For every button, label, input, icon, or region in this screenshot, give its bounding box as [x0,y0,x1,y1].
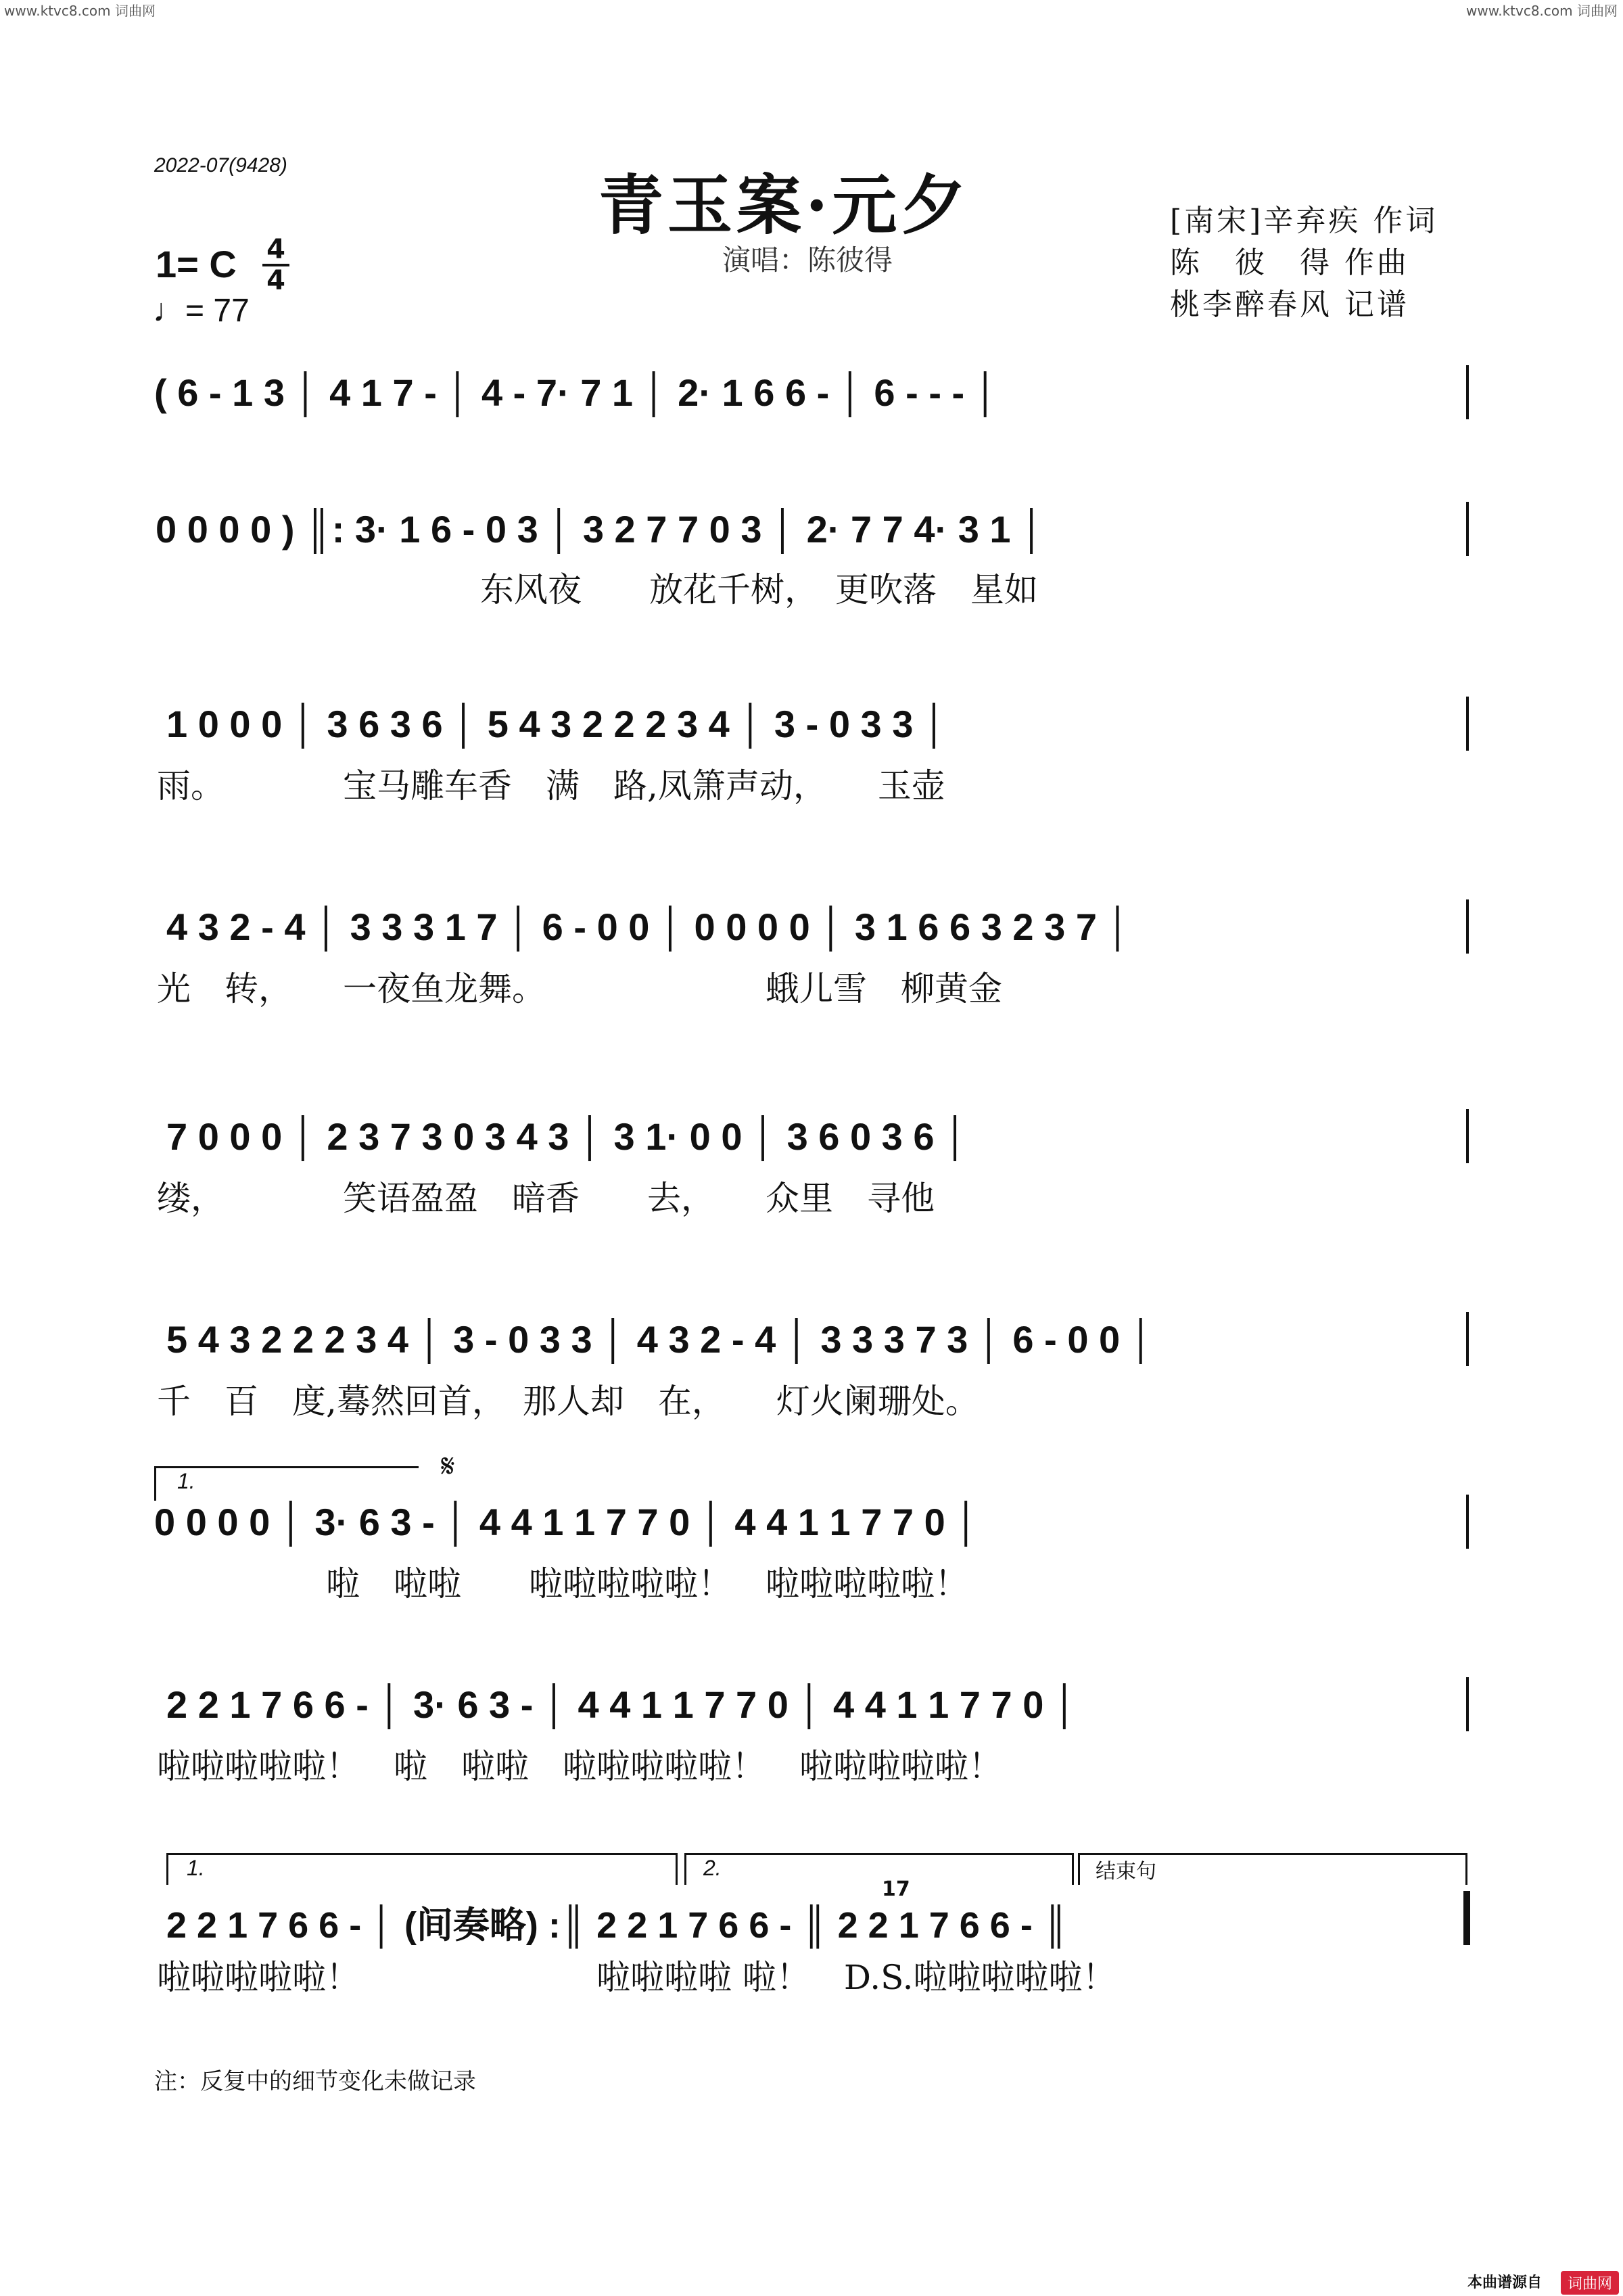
watermark-left: www.ktvc8.com 词曲网 [4,3,156,19]
barline-end-row-3 [1466,697,1469,751]
lyrics-row-8: 啦啦啦啦啦！ 啦 啦啦 啦啦啦啦啦！ 啦啦啦啦啦！ [157,1747,1002,1786]
volta-label-second-ending: 2. [703,1856,722,1880]
notation-row-2: 0 0 0 0 ) ║: 3· 1 6 - 0 3 │ 3 2 7 7 0 3 │ 2· 7 7 4· 3 1 │ [156,508,1045,550]
credit-lyricist: [南宋]辛弃疾 作词 [1170,204,1438,238]
lyrics-row-9: 啦啦啦啦啦！ 啦啦啦啦 啦！ D.S.啦啦啦啦啦！ [157,1958,1116,1997]
barline-end-row-2 [1466,502,1469,556]
volta-bracket-first-ending [166,1853,678,1885]
lyrics-row-7: 啦 啦啦 啦啦啦啦啦！ 啦啦啦啦啦！ [157,1564,968,1603]
lyrics-row-2: 东风夜 放花千树， 更吹落 星如 [480,570,1038,609]
volta-label-first-ending: 1. [187,1856,205,1880]
coda-label: 结束句 [1096,1860,1156,1883]
barline-end-row-7 [1466,1495,1469,1549]
meter-bottom: 4 [266,265,285,296]
volta-bracket-second-ending [684,1853,1074,1885]
lyrics-row-6: 千 百 度,蓦然回首， 那人却 在， 灯火阑珊处。 [157,1382,979,1421]
meter-top: 4 [266,234,285,265]
barline-end-row-6 [1466,1312,1469,1366]
notation-row-5: 7 0 0 0 │ 2 3 7 3 0 3 4 3 │ 3 1· 0 0 │ 3 6 0 3 6 │ [166,1115,969,1158]
key-signature: 1= C [156,243,237,285]
notation-row-1: ( 6 - 1 3 │ 4 1 7 - │ 4 - 7· 7 1 │ 2· 1 6 6 - │ 6 - - - │ [154,371,999,414]
barline-end-row-5 [1466,1109,1469,1163]
time-signature [262,234,289,296]
singer: 演唱：陈彼得 [722,243,893,277]
credit-composer: 陈 彼 得 作曲 [1170,245,1409,280]
credit-transcriber: 桃李醉春风 记谱 [1170,287,1409,322]
segno-sign: 𝄋 [441,1447,455,1485]
page-title: 青玉案·元夕 [598,167,970,243]
grace-notes: 17 [882,1877,910,1901]
footer-logo[interactable]: 词曲网 [1561,2271,1619,2295]
barline-end-row-8 [1466,1677,1469,1731]
lyrics-row-3: 雨。 宝马雕车香 满 路,凤箫声动， 玉壶 [157,766,945,805]
notation-row-7: 0 0 0 0 │ 3· 6 3 - │ 4 4 1 1 7 7 0 │ 4 4 1 1 7 7 0 │ [154,1501,980,1543]
notation-row-3: 1 0 0 0 │ 3 6 3 6 │ 5 4 3 2 2 2 3 4 │ 3 - 0 3 3 │ [166,703,947,745]
lyrics-row-5: 缕， 笑语盈盈 暗香 去， 众里 寻他 [157,1179,935,1218]
footnote: 注：反复中的细节变化未做记录 [154,2068,476,2095]
lyrics-row-4: 光 转， 一夜鱼龙舞。 蛾儿雪 柳黄金 [157,969,1002,1008]
notation-row-4: 4 3 2 - 4 │ 3 3 3 1 7 │ 6 - 0 0 │ 0 0 0 0 │ 3 1 6 6 3 2 3 7 │ [166,906,1131,948]
watermark-right: www.ktvc8.com 词曲网 [1465,3,1618,19]
tempo-mark: ♩= 77 [153,293,250,329]
score-code: 2022-07(9428) [154,154,287,177]
volta-label-1: 1. [177,1469,195,1493]
barline-end-row-1 [1466,365,1469,419]
notation-row-6: 5 4 3 2 2 2 3 4 │ 3 - 0 3 3 │ 4 3 2 - 4 │ 3 3 3 7 3 │ 6 - 0 0 │ [166,1318,1154,1361]
footer-source: 本曲谱源自 [1467,2274,1542,2291]
final-barline [1463,1891,1470,1945]
barline-end-row-4 [1466,899,1469,954]
notation-row-9: 2 2 1 7 6 6 - │ (间奏略) :║ 2 2 1 7 6 6 - ║ 2 2 1 7 6 6 - ║ [166,1905,1069,1946]
notation-row-8: 2 2 1 7 6 6 - │ 3· 6 3 - │ 4 4 1 1 7 7 0 │ 4 4 1 1 7 7 0 │ [166,1683,1078,1726]
